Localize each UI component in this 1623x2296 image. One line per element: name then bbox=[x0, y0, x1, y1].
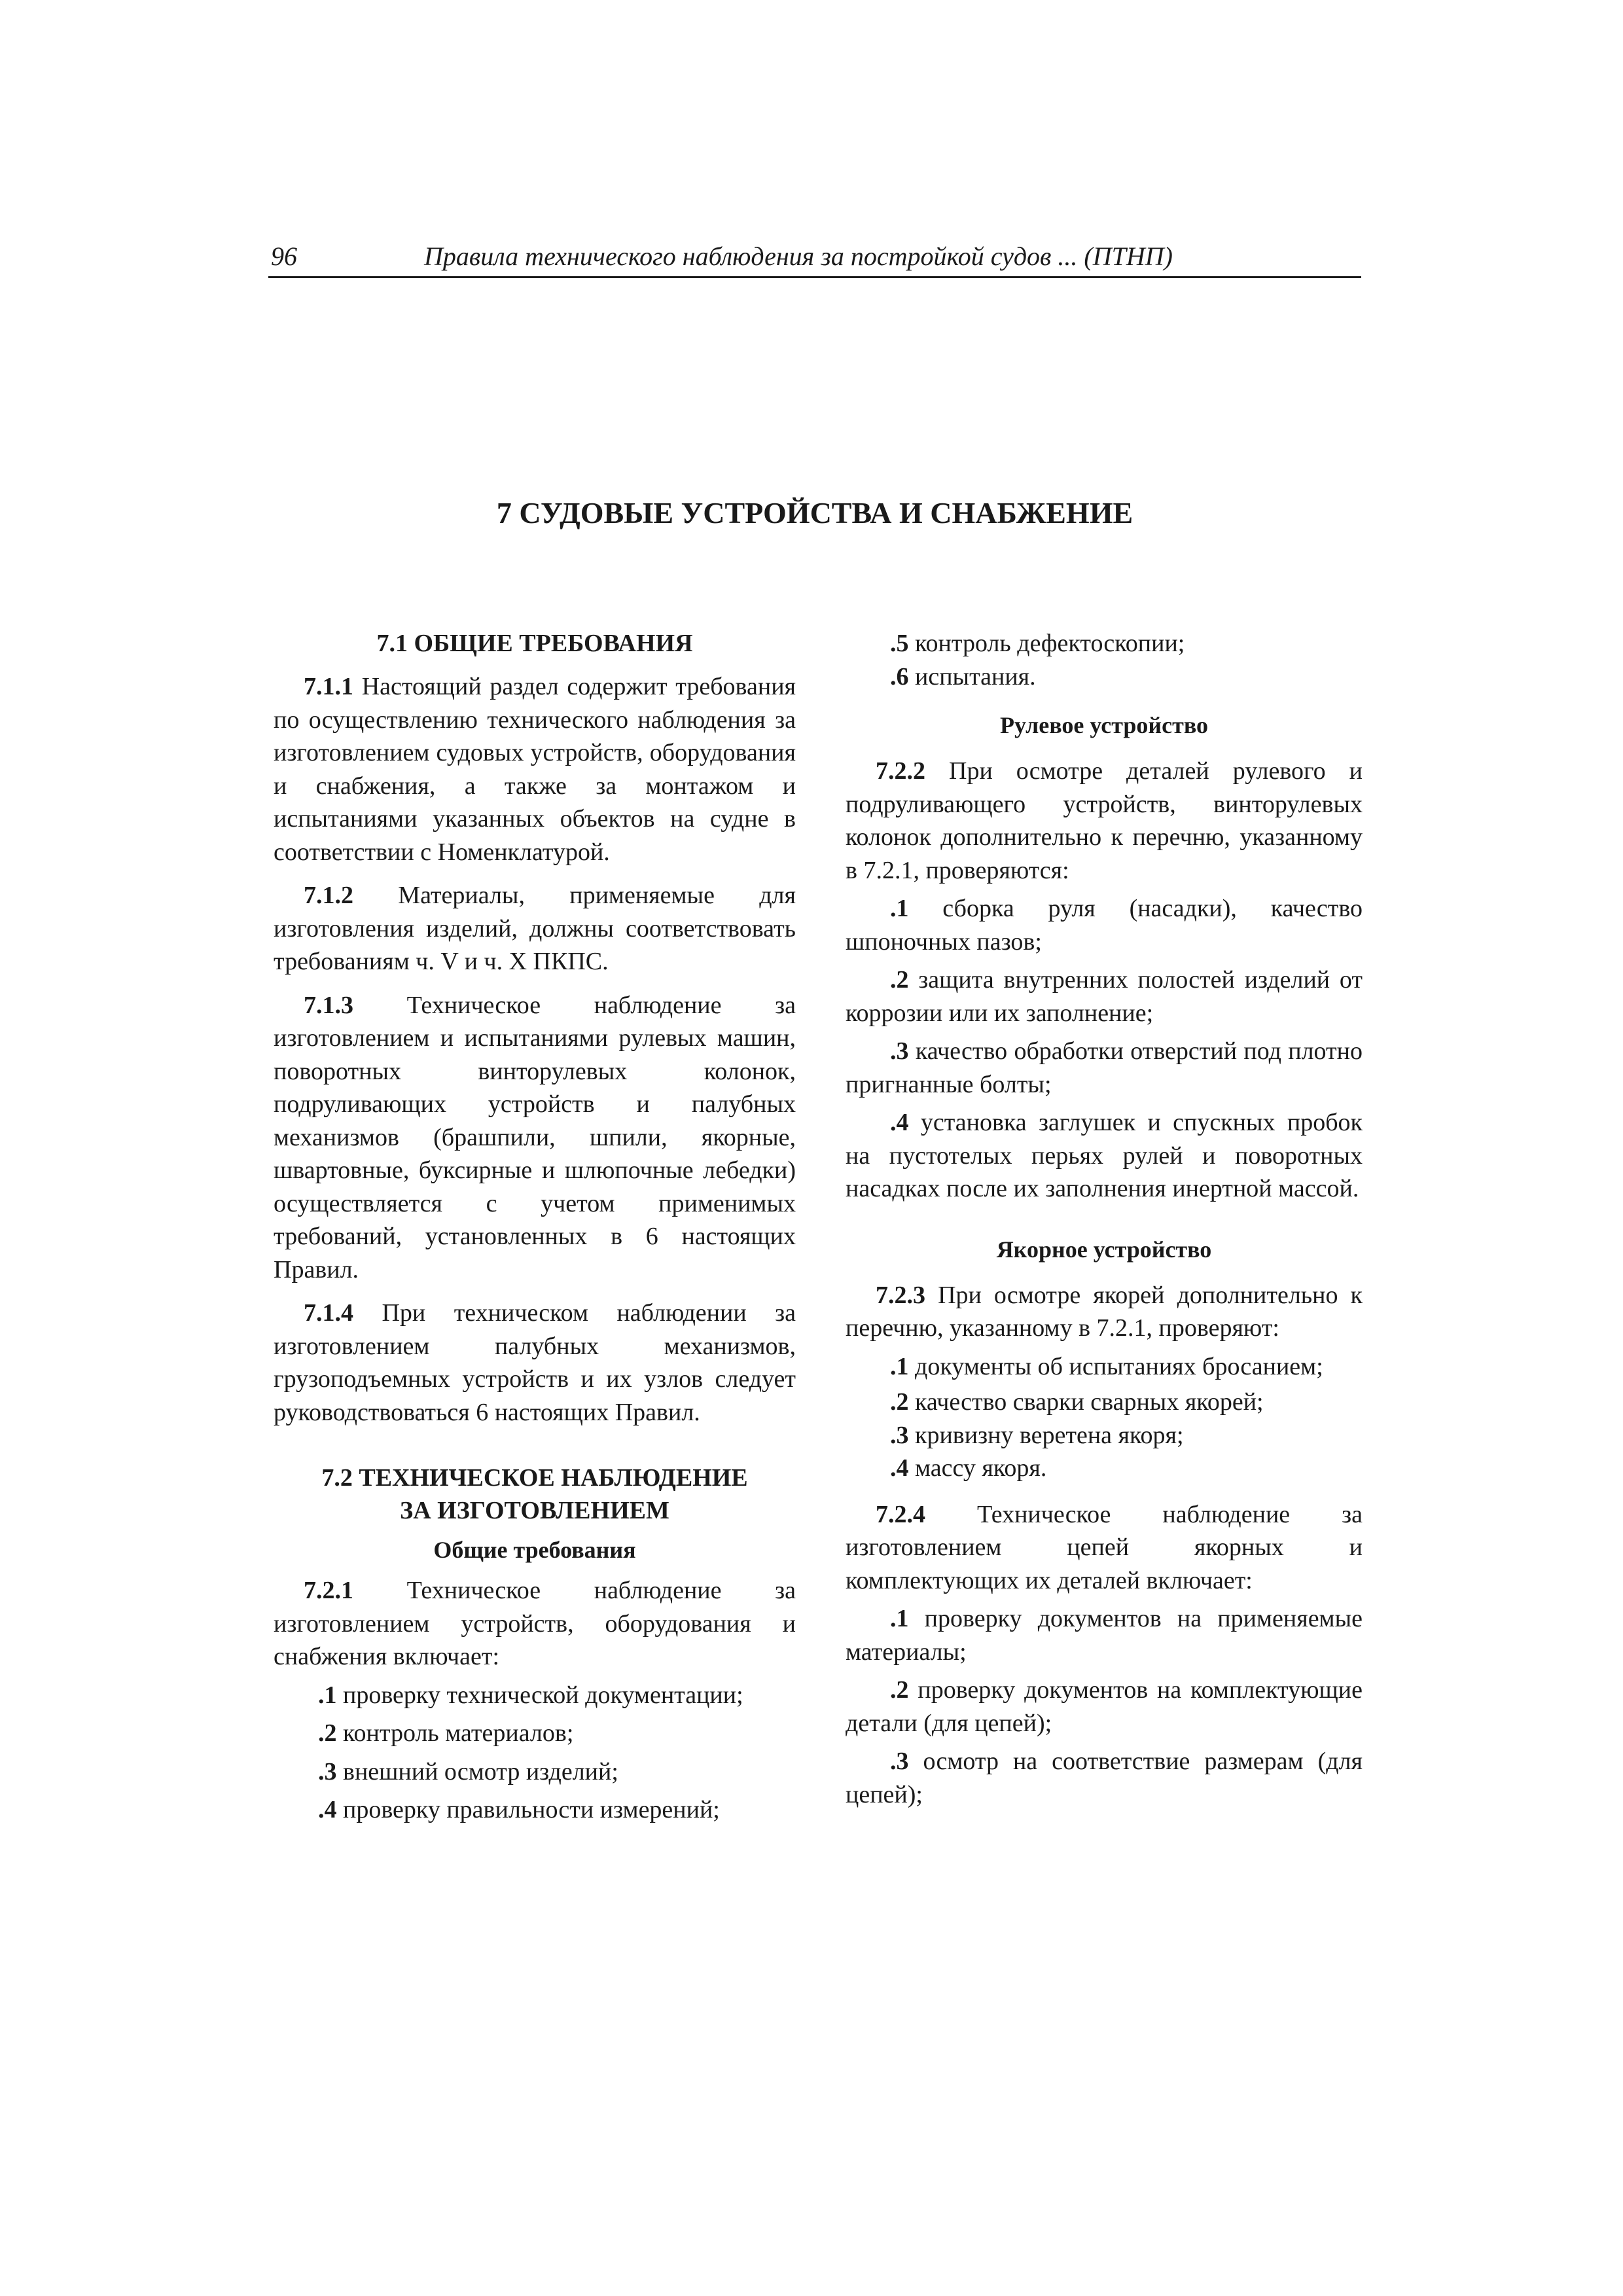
paragraph-7-1-4 bbox=[274, 1297, 796, 1429]
clause-text: Материалы, применяемые для изготовления изделий, должны соответствовать требованиям ч. V и ч. X ПКПС. bbox=[274, 882, 796, 975]
item-text: качество сварки сварных якорей; bbox=[915, 1388, 1264, 1416]
item-number: .1 bbox=[890, 1605, 909, 1632]
clause-number: 7.1.2 bbox=[304, 882, 353, 909]
paragraph-7-1-3 bbox=[274, 989, 796, 1287]
left-column bbox=[274, 627, 796, 1827]
item-number: .3 bbox=[890, 1748, 909, 1775]
page-number: 96 bbox=[271, 242, 297, 271]
list-item bbox=[846, 1419, 1363, 1452]
item-text: кривизну веретена якоря; bbox=[915, 1421, 1184, 1449]
item-text: защита внутренних полостей изделий от коррозии или их заполнение; bbox=[846, 966, 1363, 1027]
list-item bbox=[846, 1674, 1363, 1740]
clause-text: Техническое наблюдение за изготовлением устройств, оборудования и снабжения включает: bbox=[274, 1577, 796, 1670]
list-item bbox=[274, 1717, 796, 1750]
item-number: .6 bbox=[890, 662, 909, 691]
section-7-2-heading-line2: ЗА ИЗГОТОВЛЕНИЕМ bbox=[400, 1497, 669, 1524]
item-number: .1 bbox=[890, 1352, 909, 1380]
item-text: массу якоря. bbox=[915, 1454, 1047, 1482]
anchor-gear-subheading: Якорное устройство bbox=[996, 1236, 1212, 1263]
steering-gear-subheading: Рулевое устройство bbox=[999, 712, 1209, 738]
clause-text: При осмотре деталей рулевого и подруливающего устройств, винторулевых колонок дополнительно к перечню, указанному в 7.2.1, проверяются: bbox=[846, 757, 1363, 884]
item-text: качество обработки отверстий под плотно пригнанные болты; bbox=[846, 1037, 1363, 1098]
list-item bbox=[846, 1106, 1363, 1206]
item-number: .4 bbox=[890, 1454, 909, 1482]
item-text: документы об испытаниях бросанием; bbox=[915, 1352, 1323, 1380]
paragraph-7-2-3 bbox=[846, 1279, 1363, 1345]
clause-number: 7.1.1 bbox=[304, 673, 353, 700]
section-7-1-heading: 7.1 ОБЩИЕ ТРЕБОВАНИЯ bbox=[376, 630, 693, 657]
item-number: .2 bbox=[318, 1719, 337, 1747]
chapter-title: 7 СУДОВЫЕ УСТРОЙСТВА И СНАБЖЕНИЕ bbox=[496, 496, 1133, 529]
general-requirements-subheading: Общие требования bbox=[433, 1537, 636, 1563]
clause-number: 7.1.3 bbox=[304, 991, 353, 1019]
item-number: .3 bbox=[318, 1757, 337, 1785]
list-item bbox=[846, 1745, 1363, 1811]
clause-number: 7.2.3 bbox=[876, 1281, 925, 1309]
item-text: сборка руля (насадки), качество шпоночных пазов; bbox=[846, 895, 1363, 956]
clause-text: При техническом наблюдении за изготовлением палубных механизмов, грузоподъемных устройств и их узлов следует руководствоваться 6 настоящих Правил. bbox=[274, 1299, 796, 1426]
list-item bbox=[846, 1386, 1363, 1419]
item-text: проверку правильности измерений; bbox=[343, 1796, 720, 1823]
item-text: проверку документов на комплектующие детали (для цепей); bbox=[846, 1676, 1363, 1737]
paragraph-7-2-4 bbox=[846, 1498, 1363, 1598]
item-number: .2 bbox=[890, 966, 909, 994]
clause-text: Техническое наблюдение за изготовлением и испытаниями рулевых машин, поворотных винторулевых колонок, подруливающих устройств и палубных механизмов (брашпили, шпили, якорные, швартовные, буксирные и шлюпочные лебедки) осуществляется с учетом применимых требований, установленных в 6 настоящих Правил. bbox=[274, 991, 796, 1283]
list-item bbox=[846, 627, 1363, 660]
item-number: .1 bbox=[318, 1681, 337, 1709]
section-7-2-heading bbox=[274, 1462, 796, 1527]
item-text: установка заглушек и спускных пробок на пустотелых перьях рулей и поворотных насадках после их заполнения инертной массой. bbox=[846, 1109, 1363, 1202]
clause-text: Настоящий раздел содержит требования по осуществлению технического наблюдения за изготовлением судовых устройств, оборудования и снабжения, а также за монтажом и испытаниями указанных объектов на судне в соответствии с Номенклатурой. bbox=[274, 673, 796, 866]
list-item bbox=[846, 1350, 1363, 1384]
item-number: .2 bbox=[890, 1676, 909, 1704]
list-item bbox=[274, 1755, 796, 1789]
item-number: .1 bbox=[890, 895, 909, 922]
list-item bbox=[274, 1793, 796, 1827]
running-header bbox=[268, 237, 1361, 278]
item-text: осмотр на соответствие размерам (для цепей); bbox=[846, 1748, 1363, 1808]
paragraph-7-2-1 bbox=[274, 1574, 796, 1674]
section-7-2-heading-line1: 7.2 ТЕХНИЧЕСКОЕ НАБЛЮДЕНИЕ bbox=[321, 1464, 748, 1492]
clause-number: 7.2.4 bbox=[876, 1500, 925, 1528]
running-title: Правила технического наблюдения за постройкой судов ... (ПТНП) bbox=[424, 242, 1173, 271]
item-number: .4 bbox=[318, 1796, 337, 1823]
item-text: контроль материалов; bbox=[343, 1719, 574, 1747]
list-item bbox=[846, 1452, 1363, 1485]
list-item bbox=[846, 892, 1363, 958]
paragraph-7-1-2 bbox=[274, 879, 796, 978]
item-text: испытания. bbox=[915, 662, 1036, 691]
list-item bbox=[274, 1679, 796, 1712]
item-text: контроль дефектоскопии; bbox=[915, 630, 1185, 657]
item-number: .3 bbox=[890, 1421, 909, 1449]
item-number: .3 bbox=[890, 1037, 909, 1065]
clause-number: 7.2.2 bbox=[876, 757, 925, 785]
right-column bbox=[846, 627, 1363, 1811]
list-item bbox=[846, 963, 1363, 1030]
item-text: внешний осмотр изделий; bbox=[343, 1757, 618, 1785]
list-item bbox=[846, 1035, 1363, 1101]
clause-number: 7.1.4 bbox=[304, 1299, 353, 1327]
list-item bbox=[846, 1602, 1363, 1668]
paragraph-7-2-2 bbox=[846, 755, 1363, 887]
item-text: проверку технической документации; bbox=[343, 1681, 743, 1709]
clause-text: Техническое наблюдение за изготовлением цепей якорных и комплектующих их деталей включает: bbox=[846, 1500, 1363, 1594]
item-number: .5 bbox=[890, 630, 909, 657]
paragraph-7-1-1 bbox=[274, 670, 796, 869]
clause-text: При осмотре якорей дополнительно к перечню, указанному в 7.2.1, проверяют: bbox=[846, 1281, 1363, 1342]
item-number: .4 bbox=[890, 1109, 909, 1136]
item-number: .2 bbox=[890, 1388, 909, 1416]
clause-number: 7.2.1 bbox=[304, 1577, 353, 1604]
item-text: проверку документов на применяемые материалы; bbox=[846, 1605, 1363, 1666]
list-item bbox=[846, 660, 1363, 694]
